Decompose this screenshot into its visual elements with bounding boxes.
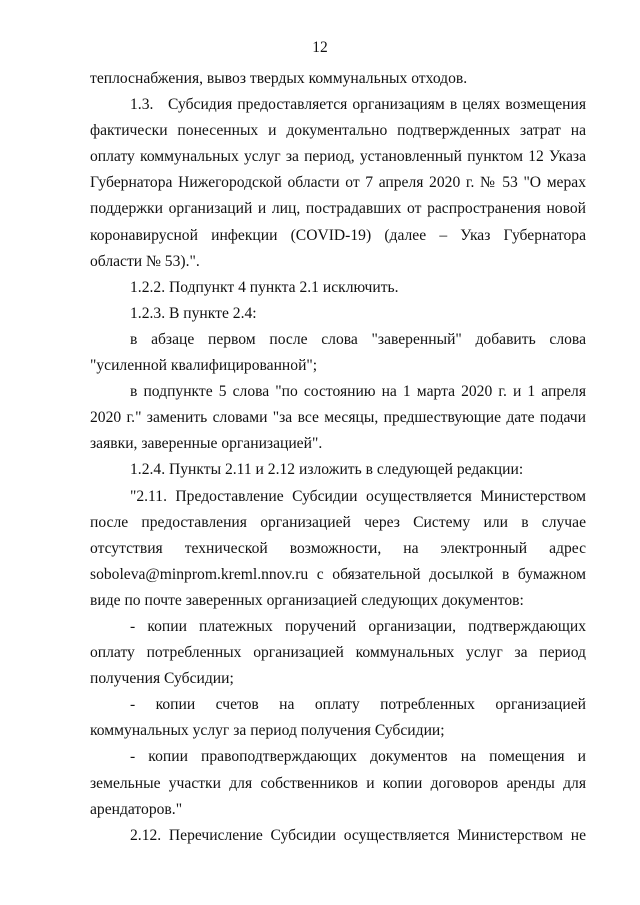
paragraph-continuation: теплоснабжения, вывоз твердых коммунальных отходов.: [90, 70, 468, 87]
list-item-invoices: - копии счетов на оплату потребленных организацией коммунальных услуг за период получения Субсидии;: [90, 696, 586, 740]
list-item-payment-orders: - копии платежных поручений организации, подтверждающих оплату потребленных организацией коммунальных услуг за период получения Субсидии;: [90, 617, 586, 688]
paragraph-first-abzac: в абзаце первом после слова "заверенный" добавить слова "усиленной квалифицированной";: [90, 330, 586, 375]
paragraph-1-2-2: 1.2.2. Подпункт 4 пункта 2.1 исключить.: [130, 278, 399, 296]
paragraph-number: 1.3.: [130, 96, 154, 114]
list-item-property-documents: - копии правоподтверждающих документов на помещения и земельные участки для собственников и копии договоров аренды для арендаторов.": [90, 748, 586, 818]
paragraph-2-11: "2.11. Предоставление Субсидии осуществляется Министерством после предоставления организацией через Систему или в случае отсутствия технической возможности, на электронный адрес soboleva@minprom.kreml.nnov.ru с обязательной досылкой в бумажном виде по почте заверенных организацией следующих документов:: [90, 487, 586, 609]
paragraph-1-2-4: 1.2.4. Пункты 2.11 и 2.12 изложить в следующей редакции:: [130, 461, 524, 479]
paragraph-text: Субсидия предоставляется организациям в целях возмещения фактически понесенных и документально подтвержденных затрат на оплату коммунальных услуг за период, установленный пунктом 12 Указа Губернатора Нижегородской области от 7 апреля 2020 г. № 53 "О мерах поддержки организаций и лиц, пострадавших от распространения новой коронавирусной инфекции (COVID-19) (далее – Указ Губернатора области № 53).".: [90, 96, 586, 270]
paragraph-1-3: [90, 92, 586, 275]
paragraph-subpoint-5: в подпункте 5 слова "по состоянию на 1 марта 2020 г. и 1 апреля 2020 г." заменить словами "за все месяцы, предшествующие дате подачи заявки, заверенные организацией".: [90, 383, 586, 453]
document-body: [90, 66, 586, 849]
paragraph-2-12: 2.12. Перечисление Субсидии осуществляется Министерством не: [130, 826, 586, 844]
page-number: 12: [312, 39, 328, 56]
paragraph-1-2-3: 1.2.3. В пункте 2.4:: [130, 304, 257, 322]
